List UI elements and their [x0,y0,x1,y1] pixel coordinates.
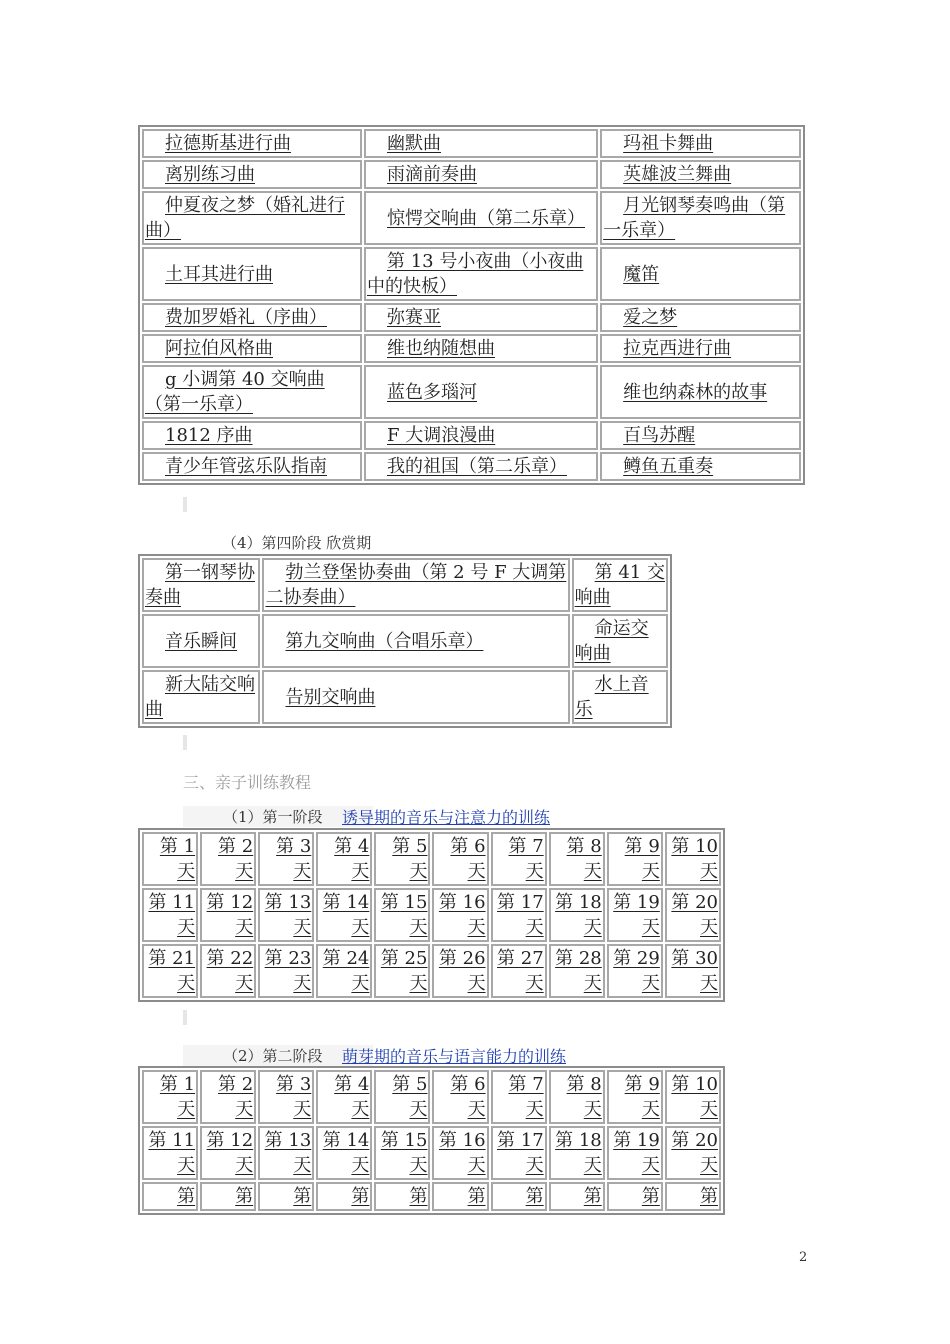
music-title-cell [600,365,801,419]
link-text[interactable]: 英雄波兰舞曲 [623,164,732,185]
day-link[interactable]: 第 28 天 [555,948,602,994]
link-text[interactable]: 我的祖国（第二乐章） [387,456,567,477]
music-title-cell [600,247,801,301]
table-row [142,334,801,363]
day-link[interactable]: 第 9 天 [624,836,660,882]
day-cell [665,944,721,998]
day-cell [549,1070,605,1124]
day-link[interactable]: 第 8 天 [566,836,602,882]
appreciation-table [138,554,672,728]
stage1-link[interactable]: 诱导期的音乐与注意力的训练 [342,808,551,827]
music-title-cell [572,614,668,668]
day-cell [200,1182,256,1211]
music-title-cell [142,303,362,332]
day-cell [607,944,663,998]
table-row [142,129,801,158]
music-title-cell [142,365,362,419]
music-title-cell [364,303,598,332]
day-cell [374,832,430,886]
link-text[interactable]: 维也纳随想曲 [387,338,495,359]
day-cell [665,888,721,942]
stage1-days-table [138,828,725,1002]
music-title-cell [142,247,362,301]
day-cell [665,832,721,886]
day-cell [258,888,314,942]
link-text[interactable]: g 小调第 40 交响曲（第一乐章） [145,369,325,415]
day-cell [665,1070,721,1124]
table-row [142,670,668,724]
music-title-cell [600,191,801,245]
day-cell [432,832,488,886]
link-text[interactable]: 雨滴前奏曲 [387,164,477,185]
day-link[interactable]: 第 11 天 [148,892,196,938]
day-cell [549,888,605,942]
day-link[interactable]: 第 7 天 [508,1074,544,1120]
day-link[interactable]: 第 [641,1186,660,1207]
day-link[interactable]: 第 30 天 [671,948,718,994]
link-text[interactable]: 玛祖卡舞曲 [623,133,714,154]
day-cell [607,1070,663,1124]
stage2-link[interactable]: 萌芽期的音乐与语言能力的训练 [342,1047,567,1066]
link-text[interactable]: 1812 序曲 [165,425,253,446]
day-link[interactable]: 第 5 天 [392,836,428,882]
link-text[interactable]: 第一钢琴协奏曲 [145,562,255,608]
day-cell [665,1126,721,1180]
day-cell [432,944,488,998]
music-title-cell [600,160,801,189]
music-title-cell [364,191,598,245]
music-title-cell [364,129,598,158]
day-cell [432,1070,488,1124]
music-title-cell [142,421,362,450]
link-text[interactable]: 仲夏夜之梦（婚礼进行曲） [145,195,345,241]
day-link[interactable]: 第 12 天 [206,892,254,938]
day-cell [258,944,314,998]
stage2-prefix: （2）第二阶段 [223,1047,323,1065]
link-text[interactable]: 拉克西进行曲 [623,338,732,359]
link-text[interactable]: 阿拉伯风格曲 [165,338,273,359]
day-cell [142,1126,198,1180]
day-cell [142,944,198,998]
day-cell [607,1126,663,1180]
stage1-prefix: （1）第一阶段 [223,808,323,826]
day-cell [316,944,372,998]
day-link[interactable]: 第 4 天 [334,1074,370,1120]
day-cell [374,1126,430,1180]
day-cell [258,832,314,886]
stage4-heading: （4）第四阶段 欣赏期 [222,534,372,552]
day-cell [316,1126,372,1180]
day-link[interactable]: 第 17 天 [497,1130,544,1176]
day-link[interactable]: 第 10 天 [671,1074,718,1120]
table-row [142,160,801,189]
table-row [142,1070,721,1124]
link-text[interactable]: 新大陆交响曲 [145,674,255,720]
day-cell [258,1182,314,1211]
day-link[interactable]: 第 5 天 [392,1074,428,1120]
day-cell [374,1182,430,1211]
link-text[interactable]: 维也纳森林的故事 [623,381,768,403]
link-text[interactable]: 第九交响曲（合唱乐章） [285,630,484,652]
link-text[interactable]: F 大调浪漫曲 [387,425,496,446]
spacer-bar [183,497,187,512]
day-cell [607,832,663,886]
link-text[interactable]: 第 41 交响曲 [574,562,665,608]
music-title-cell [364,421,598,450]
day-cell [432,1182,488,1211]
music-title-cell [600,334,801,363]
music-title-cell [262,614,569,668]
day-cell [432,888,488,942]
day-cell [491,1182,547,1211]
table-row [142,247,801,301]
day-link[interactable]: 第 2 天 [218,1074,254,1120]
day-link[interactable]: 第 6 天 [450,836,486,882]
music-title-cell [142,452,362,481]
music-title-cell [364,247,598,301]
day-cell [316,832,372,886]
day-link[interactable]: 第 4 天 [334,836,370,882]
table-row [142,832,721,886]
music-title-cell [142,191,362,245]
link-text[interactable]: 青少年管弦乐队指南 [165,456,327,477]
day-cell [142,1070,198,1124]
day-cell [549,1182,605,1211]
day-cell [258,1126,314,1180]
day-link[interactable]: 第 16 天 [438,892,486,938]
music-title-cell [600,452,801,481]
day-cell [491,888,547,942]
day-link[interactable]: 第 18 天 [555,892,602,938]
day-link[interactable]: 第 [293,1186,312,1207]
day-link[interactable]: 第 2 天 [218,836,254,882]
day-cell [491,1070,547,1124]
day-link[interactable]: 第 17 天 [497,892,544,938]
day-cell [200,1126,256,1180]
table-row [142,1126,721,1180]
link-text[interactable]: 鳟鱼五重奏 [623,456,714,477]
day-link[interactable]: 第 11 天 [148,1130,196,1176]
table-row [142,452,801,481]
day-cell [142,832,198,886]
day-link[interactable]: 第 26 天 [438,948,486,994]
day-link[interactable]: 第 21 天 [148,948,196,994]
day-cell [200,888,256,942]
table-row [142,558,668,612]
table-row [142,1182,721,1211]
link-text[interactable]: 土耳其进行曲 [165,263,273,285]
day-cell [549,944,605,998]
day-link[interactable]: 第 [467,1186,486,1207]
music-title-cell [142,334,362,363]
day-cell [491,944,547,998]
music-title-cell [600,129,801,158]
day-link[interactable]: 第 [583,1186,602,1207]
link-text[interactable]: 第 13 号小夜曲（小夜曲中的快板） [367,251,584,297]
day-cell [200,944,256,998]
day-link[interactable]: 第 15 天 [380,1130,428,1176]
day-link[interactable]: 第 12 天 [206,1130,254,1176]
link-text[interactable]: 月光钢琴奏鸣曲（第一乐章） [603,195,786,241]
day-cell [607,1182,663,1211]
day-cell [142,888,198,942]
day-cell [432,1126,488,1180]
music-title-cell [142,558,260,612]
day-link[interactable]: 第 6 天 [450,1074,486,1120]
day-cell [316,888,372,942]
day-link[interactable]: 第 10 天 [671,836,718,882]
music-title-cell [600,303,801,332]
stage2-days-table [138,1066,725,1215]
table-row [142,303,801,332]
day-link[interactable]: 第 3 天 [276,1074,312,1120]
table-row [142,944,721,998]
day-link[interactable]: 第 [525,1186,544,1207]
day-link[interactable]: 第 [409,1186,428,1207]
music-title-cell [142,614,260,668]
link-text[interactable]: 音乐瞬间 [165,630,237,652]
day-link[interactable]: 第 9 天 [624,1074,660,1120]
day-cell [200,832,256,886]
link-text[interactable]: 费加罗婚礼（序曲） [165,307,327,328]
day-link[interactable]: 第 18 天 [555,1130,602,1176]
day-link[interactable]: 第 15 天 [380,892,428,938]
day-link[interactable]: 第 19 天 [613,1130,660,1176]
link-text[interactable]: 幽默曲 [387,133,441,154]
link-text[interactable]: 惊愕交响曲（第二乐章） [387,207,585,229]
music-title-cell [262,558,569,612]
day-link[interactable]: 第 27 天 [497,948,544,994]
music-title-cell [364,365,598,419]
day-link[interactable]: 第 24 天 [322,948,370,994]
day-cell [665,1182,721,1211]
day-link[interactable]: 第 [700,1186,718,1207]
day-cell [316,1070,372,1124]
link-text[interactable]: 命运交响曲 [574,618,649,664]
stage1-link-wrap [342,805,550,828]
day-cell [142,1182,198,1211]
music-title-cell [364,334,598,363]
day-link[interactable]: 第 14 天 [322,1130,370,1176]
music-title-cell [572,670,668,724]
day-link[interactable]: 第 [351,1186,370,1207]
day-cell [258,1070,314,1124]
link-text[interactable]: 告别交响曲 [285,686,376,708]
day-cell [374,888,430,942]
section3-heading: 三、亲子训练教程 [183,773,312,792]
link-text[interactable]: 蓝色多瑙河 [387,381,477,403]
day-cell [316,1182,372,1211]
day-link[interactable]: 第 23 天 [264,948,312,994]
day-link[interactable]: 第 7 天 [508,836,544,882]
music-title-cell [142,670,260,724]
music-title-cell [142,129,362,158]
link-text[interactable]: 勃兰登堡协奏曲（第 2 号 F 大调第二协奏曲） [265,562,567,608]
table-row [142,191,801,245]
day-cell [607,888,663,942]
link-text[interactable]: 爱之梦 [623,307,678,328]
stage2-link-wrap [342,1044,566,1067]
day-link[interactable]: 第 1 天 [159,1074,196,1120]
day-cell [491,1126,547,1180]
day-link[interactable]: 第 8 天 [566,1074,602,1120]
day-link[interactable]: 第 [177,1186,196,1207]
day-link[interactable]: 第 20 天 [671,1130,718,1176]
day-link[interactable]: 第 20 天 [671,892,718,938]
day-link[interactable]: 第 16 天 [438,1130,486,1176]
day-link[interactable]: 第 1 天 [159,836,196,882]
day-link[interactable]: 第 29 天 [613,948,660,994]
day-link[interactable]: 第 14 天 [322,892,370,938]
table-row [142,614,668,668]
music-title-cell [600,421,801,450]
link-text[interactable]: 离别练习曲 [165,164,255,185]
day-cell [374,1070,430,1124]
day-link[interactable]: 第 13 天 [264,892,312,938]
link-text[interactable]: 百鸟苏醒 [623,425,696,446]
link-text[interactable]: 魔笛 [623,263,660,285]
day-link[interactable]: 第 13 天 [264,1130,312,1176]
music-title-cell [572,558,668,612]
day-link[interactable]: 第 19 天 [613,892,660,938]
spacer-bar [183,1010,187,1025]
day-link[interactable]: 第 22 天 [206,948,254,994]
day-cell [549,832,605,886]
music-title-cell [262,670,569,724]
day-cell [491,832,547,886]
table-row [142,421,801,450]
day-cell [549,1126,605,1180]
day-cell [200,1070,256,1124]
page-number: 2 [799,1250,808,1265]
link-text[interactable]: 弥赛亚 [387,307,441,328]
spacer-bar [183,735,187,750]
link-text[interactable]: 水上音乐 [574,674,649,720]
music-title-cell [364,160,598,189]
music-title-cell [142,160,362,189]
music-list-table [138,125,805,485]
day-link[interactable]: 第 25 天 [380,948,428,994]
music-title-cell [364,452,598,481]
day-link[interactable]: 第 3 天 [276,836,312,882]
table-row [142,365,801,419]
day-cell [374,944,430,998]
link-text[interactable]: 拉德斯基进行曲 [165,133,291,154]
day-link[interactable]: 第 [235,1186,254,1207]
table-row [142,888,721,942]
